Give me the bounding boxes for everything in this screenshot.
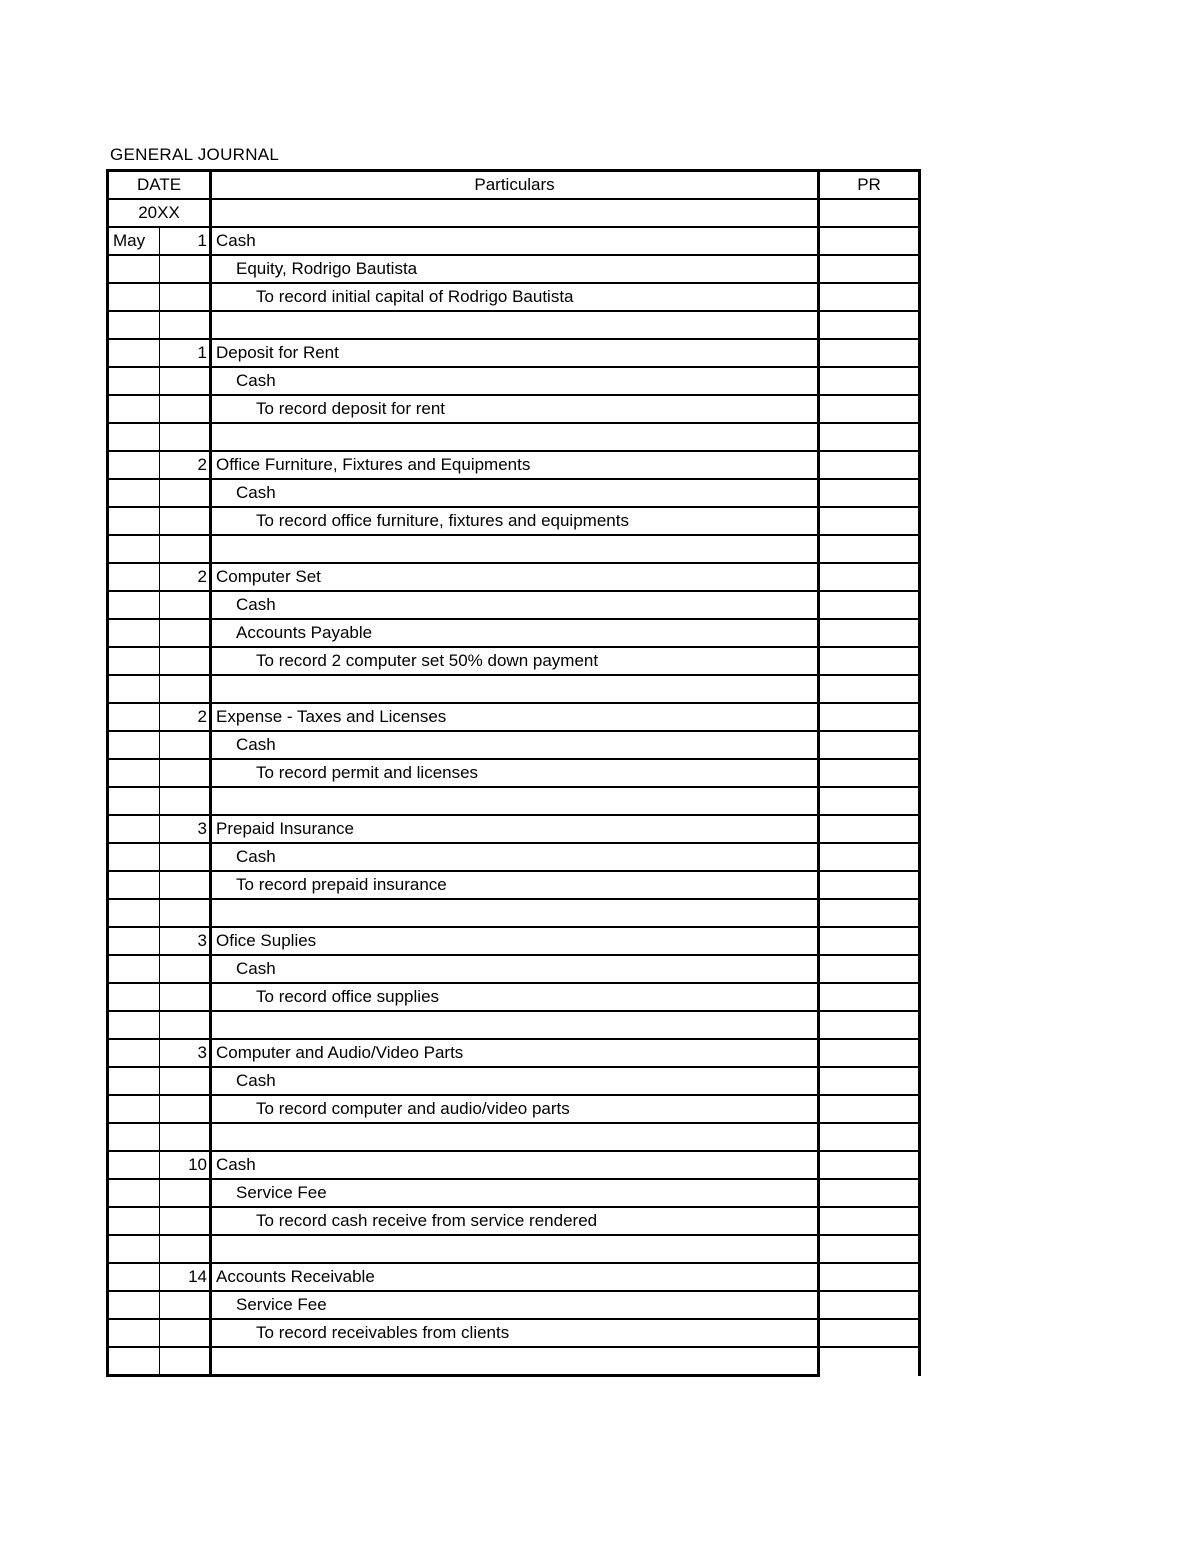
particulars-cell: Accounts Receivable [211, 1263, 819, 1291]
pr-cell [819, 199, 920, 227]
month-cell [108, 1347, 160, 1376]
day-cell [160, 983, 211, 1011]
journal-row [108, 339, 920, 367]
general-journal-table [106, 169, 921, 1377]
day-cell [160, 1291, 211, 1319]
month-cell [108, 1123, 160, 1151]
pr-cell [819, 1011, 920, 1039]
day-cell: 3 [160, 927, 211, 955]
pr-cell [819, 703, 920, 731]
year-row [108, 199, 920, 227]
pr-cell [819, 507, 920, 535]
month-cell: May [108, 227, 160, 255]
month-cell [108, 1207, 160, 1235]
journal-row [108, 395, 920, 423]
particulars-cell: Cash [211, 1151, 819, 1179]
month-cell [108, 451, 160, 479]
pr-cell [819, 1319, 920, 1347]
day-cell: 1 [160, 339, 211, 367]
day-cell [160, 955, 211, 983]
particulars-cell [211, 535, 819, 563]
particulars-cell: Service Fee [211, 1179, 819, 1207]
pr-cell [819, 647, 920, 675]
journal-row [108, 535, 920, 563]
day-cell [160, 535, 211, 563]
day-cell: 2 [160, 451, 211, 479]
journal-row [108, 423, 920, 451]
month-cell [108, 899, 160, 927]
particulars-cell: Cash [211, 367, 819, 395]
month-cell [108, 1179, 160, 1207]
pr-cell [819, 899, 920, 927]
day-cell [160, 1319, 211, 1347]
day-cell [160, 619, 211, 647]
particulars-cell: Cash [211, 1067, 819, 1095]
journal-row [108, 367, 920, 395]
date-header: DATE [108, 171, 211, 200]
pr-cell [819, 1179, 920, 1207]
day-cell [160, 871, 211, 899]
pr-cell [819, 759, 920, 787]
pr-cell [819, 339, 920, 367]
month-cell [108, 591, 160, 619]
particulars-cell: Office Furniture, Fixtures and Equipments [211, 451, 819, 479]
day-cell [160, 899, 211, 927]
journal-row [108, 479, 920, 507]
journal-row [108, 1039, 920, 1067]
month-cell [108, 1067, 160, 1095]
particulars-cell [211, 1123, 819, 1151]
month-cell [108, 927, 160, 955]
particulars-header: Particulars [211, 171, 819, 200]
journal-row [108, 451, 920, 479]
month-cell [108, 1291, 160, 1319]
journal-row [108, 1291, 920, 1319]
particulars-cell: Cash [211, 227, 819, 255]
pr-cell [819, 1207, 920, 1235]
day-cell: 3 [160, 1039, 211, 1067]
particulars-cell: Cash [211, 843, 819, 871]
journal-row [108, 1347, 920, 1376]
day-cell [160, 647, 211, 675]
month-cell [108, 815, 160, 843]
month-cell [108, 339, 160, 367]
particulars-cell: To record office supplies [211, 983, 819, 1011]
month-cell [108, 731, 160, 759]
journal-row [108, 759, 920, 787]
particulars-cell: To record permit and licenses [211, 759, 819, 787]
day-cell [160, 1095, 211, 1123]
day-cell [160, 731, 211, 759]
pr-cell [819, 563, 920, 591]
particulars-cell: Cash [211, 479, 819, 507]
pr-cell [819, 955, 920, 983]
particulars-cell [211, 899, 819, 927]
journal-row [108, 927, 920, 955]
journal-row [108, 227, 920, 255]
pr-cell [819, 983, 920, 1011]
journal-title: GENERAL JOURNAL [110, 145, 280, 164]
day-cell [160, 787, 211, 815]
particulars-cell: To record initial capital of Rodrigo Bautista [211, 283, 819, 311]
journal-row [108, 647, 920, 675]
particulars-cell [211, 423, 819, 451]
header-row [108, 171, 920, 200]
particulars-cell: Ofice Suplies [211, 927, 819, 955]
particulars-cell: To record deposit for rent [211, 395, 819, 423]
pr-cell [819, 1067, 920, 1095]
month-cell [108, 479, 160, 507]
day-cell: 1 [160, 227, 211, 255]
day-cell [160, 1067, 211, 1095]
month-cell [108, 255, 160, 283]
pr-cell [819, 1151, 920, 1179]
pr-cell [819, 1235, 920, 1263]
pr-cell [819, 787, 920, 815]
pr-cell [819, 451, 920, 479]
pr-cell [819, 1263, 920, 1291]
journal-row [108, 1207, 920, 1235]
day-cell: 10 [160, 1151, 211, 1179]
journal-row [108, 619, 920, 647]
particulars-cell: To record receivables from clients [211, 1319, 819, 1347]
journal-row [108, 507, 920, 535]
particulars-cell [211, 1011, 819, 1039]
particulars-cell: To record computer and audio/video parts [211, 1095, 819, 1123]
month-cell [108, 1011, 160, 1039]
journal-row [108, 787, 920, 815]
month-cell [108, 283, 160, 311]
month-cell [108, 1095, 160, 1123]
pr-cell [819, 731, 920, 759]
particulars-cell: Cash [211, 731, 819, 759]
month-cell [108, 1151, 160, 1179]
particulars-cell: To record prepaid insurance [211, 871, 819, 899]
journal-row [108, 1263, 920, 1291]
day-cell: 2 [160, 703, 211, 731]
journal-row [108, 1235, 920, 1263]
journal-row [108, 311, 920, 339]
day-cell [160, 759, 211, 787]
month-cell [108, 955, 160, 983]
month-cell [108, 787, 160, 815]
pr-cell [819, 1095, 920, 1123]
month-cell [108, 619, 160, 647]
journal-row [108, 815, 920, 843]
particulars-cell [211, 675, 819, 703]
month-cell [108, 647, 160, 675]
day-cell [160, 1347, 211, 1376]
pr-cell [819, 815, 920, 843]
month-cell [108, 871, 160, 899]
pr-cell [819, 423, 920, 451]
day-cell: 3 [160, 815, 211, 843]
particulars-cell [211, 1347, 819, 1376]
pr-cell [819, 283, 920, 311]
pr-cell [819, 395, 920, 423]
month-cell [108, 535, 160, 563]
month-cell [108, 311, 160, 339]
journal-row [108, 1011, 920, 1039]
pr-cell [819, 591, 920, 619]
journal-row [108, 1095, 920, 1123]
pr-cell [819, 227, 920, 255]
day-cell [160, 1235, 211, 1263]
particulars-cell [211, 1235, 819, 1263]
year-cell: 20XX [108, 199, 211, 227]
journal-row [108, 283, 920, 311]
day-cell [160, 1011, 211, 1039]
day-cell [160, 311, 211, 339]
day-cell [160, 283, 211, 311]
month-cell [108, 395, 160, 423]
day-cell [160, 255, 211, 283]
day-cell [160, 1207, 211, 1235]
journal-row [108, 591, 920, 619]
journal-row [108, 563, 920, 591]
pr-cell [819, 619, 920, 647]
pr-cell [819, 255, 920, 283]
day-cell [160, 423, 211, 451]
pr-cell [819, 927, 920, 955]
pr-cell [819, 479, 920, 507]
journal-row [108, 1067, 920, 1095]
journal-row [108, 843, 920, 871]
particulars-cell: Deposit for Rent [211, 339, 819, 367]
particulars-cell: Service Fee [211, 1291, 819, 1319]
pr-cell [819, 1123, 920, 1151]
particulars-cell: Computer and Audio/Video Parts [211, 1039, 819, 1067]
month-cell [108, 1263, 160, 1291]
day-cell [160, 675, 211, 703]
pr-header: PR [819, 171, 920, 200]
day-cell [160, 591, 211, 619]
month-cell [108, 843, 160, 871]
month-cell [108, 675, 160, 703]
particulars-cell [211, 311, 819, 339]
journal-row [108, 255, 920, 283]
day-cell: 14 [160, 1263, 211, 1291]
journal-row [108, 1123, 920, 1151]
month-cell [108, 1235, 160, 1263]
month-cell [108, 983, 160, 1011]
month-cell [108, 1039, 160, 1067]
journal-row [108, 1319, 920, 1347]
journal-row [108, 983, 920, 1011]
pr-cell [819, 843, 920, 871]
journal-row [108, 731, 920, 759]
particulars-cell: Computer Set [211, 563, 819, 591]
pr-cell [819, 1347, 920, 1376]
pr-cell [819, 871, 920, 899]
month-cell [108, 563, 160, 591]
particulars-cell: To record cash receive from service rendered [211, 1207, 819, 1235]
day-cell [160, 507, 211, 535]
day-cell [160, 843, 211, 871]
journal-row [108, 955, 920, 983]
particulars-cell [211, 199, 819, 227]
pr-cell [819, 535, 920, 563]
pr-cell [819, 675, 920, 703]
pr-cell [819, 367, 920, 395]
particulars-cell: Prepaid Insurance [211, 815, 819, 843]
journal-row [108, 871, 920, 899]
journal-row [108, 899, 920, 927]
particulars-cell: Equity, Rodrigo Bautista [211, 255, 819, 283]
month-cell [108, 423, 160, 451]
particulars-cell [211, 787, 819, 815]
journal-row [108, 675, 920, 703]
day-cell [160, 1179, 211, 1207]
pr-cell [819, 1291, 920, 1319]
particulars-cell: To record office furniture, fixtures and equipments [211, 507, 819, 535]
month-cell [108, 1319, 160, 1347]
day-cell [160, 479, 211, 507]
day-cell [160, 395, 211, 423]
particulars-cell: Expense - Taxes and Licenses [211, 703, 819, 731]
journal-row [108, 703, 920, 731]
day-cell [160, 1123, 211, 1151]
month-cell [108, 367, 160, 395]
pr-cell [819, 311, 920, 339]
month-cell [108, 507, 160, 535]
particulars-cell: Accounts Payable [211, 619, 819, 647]
day-cell: 2 [160, 563, 211, 591]
month-cell [108, 703, 160, 731]
particulars-cell: Cash [211, 955, 819, 983]
pr-cell [819, 1039, 920, 1067]
day-cell [160, 367, 211, 395]
particulars-cell: To record 2 computer set 50% down payment [211, 647, 819, 675]
particulars-cell: Cash [211, 591, 819, 619]
month-cell [108, 759, 160, 787]
journal-row [108, 1179, 920, 1207]
journal-row [108, 1151, 920, 1179]
